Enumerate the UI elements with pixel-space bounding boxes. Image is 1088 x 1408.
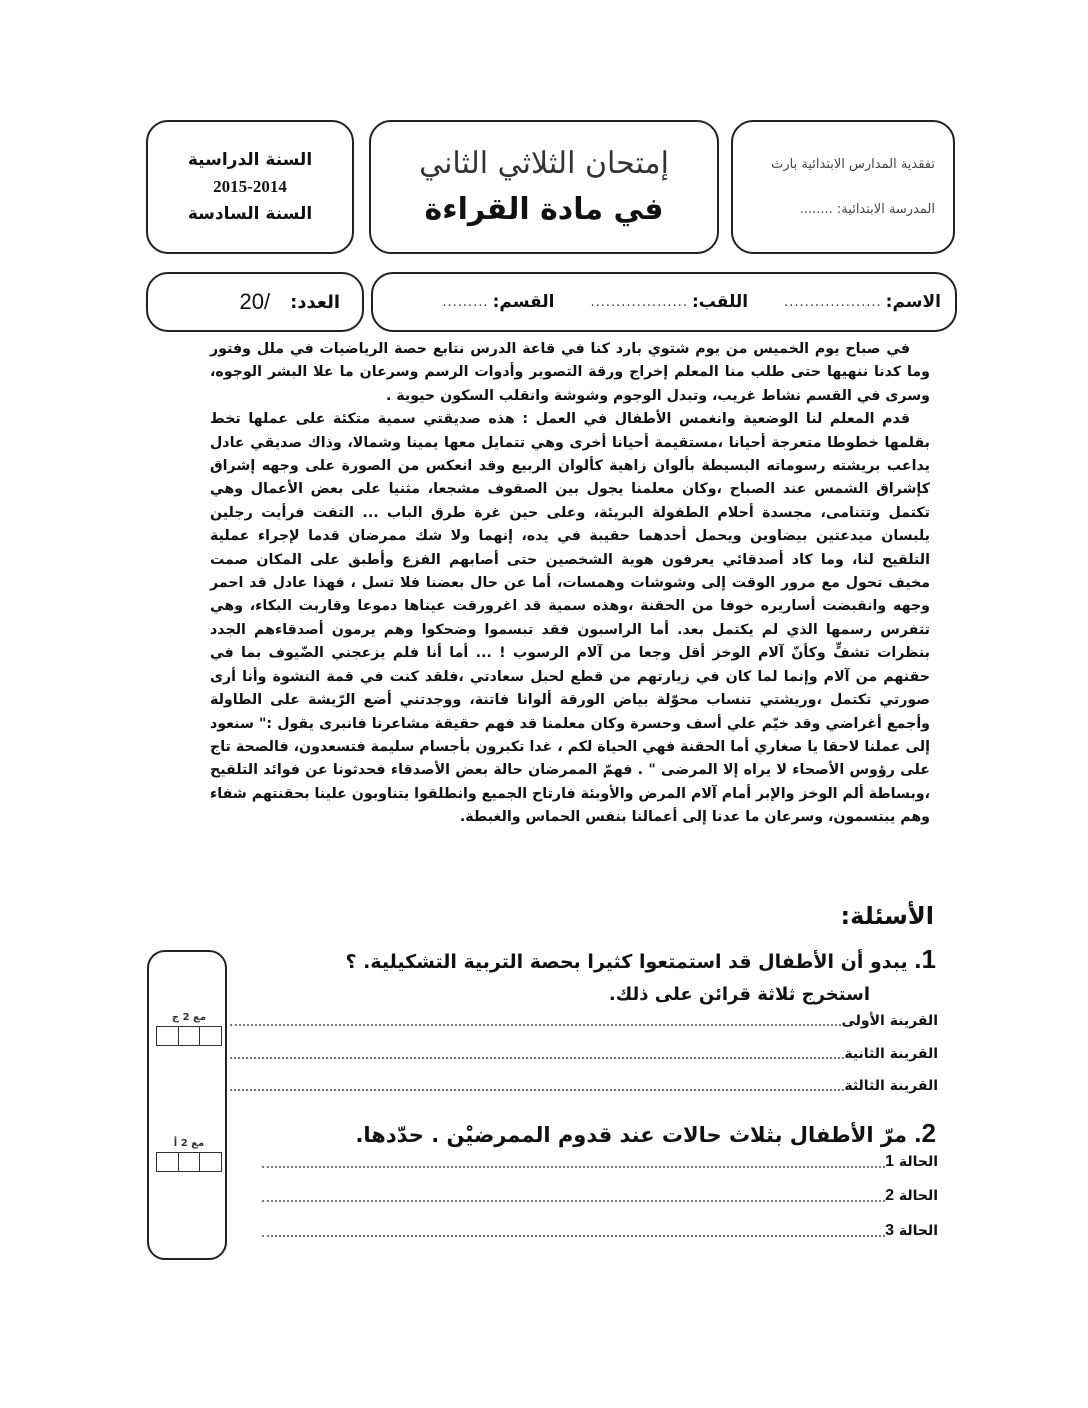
case-label: الحالة <box>898 1188 938 1204</box>
answer-label: القرينة الثالثة <box>844 1078 938 1094</box>
answer-row[interactable] <box>230 1077 938 1094</box>
criterion-label: مع 2 أ <box>173 1138 205 1149</box>
criterion-label: مع 2 ج <box>171 1012 207 1023</box>
score-cell[interactable] <box>199 1153 221 1171</box>
score-cell[interactable] <box>157 1027 178 1045</box>
exam-subject: في مادة القراءة <box>424 192 664 227</box>
answer-line[interactable] <box>262 1188 885 1202</box>
answer-label <box>885 1153 938 1171</box>
score-cell[interactable] <box>157 1153 178 1171</box>
answer-row[interactable] <box>262 1153 938 1171</box>
school-info-box <box>731 120 955 254</box>
surname-value: ................... <box>590 294 688 310</box>
answer-label <box>885 1187 938 1205</box>
school-name-value: ........ <box>799 202 833 217</box>
school-year-box <box>146 120 354 254</box>
answer-label <box>885 1222 938 1240</box>
inspectorate: تفقدية المدارس الابتدائية بارث <box>771 157 935 172</box>
grade-label: العدد: <box>290 291 340 313</box>
question-2 <box>355 1118 936 1149</box>
grade-level: السنة السادسة <box>187 204 313 224</box>
grade-value[interactable]: 20/ <box>239 289 271 314</box>
question-text: يبدو أن الأطفال قد استمتعوا كثيرا بحصة التربية التشكيلية. ؟ <box>345 951 908 973</box>
answer-line[interactable] <box>230 1077 844 1091</box>
question-number: 1. <box>914 944 936 974</box>
class-field[interactable] <box>442 292 554 312</box>
surname-label: اللقب: <box>691 292 749 312</box>
student-info-box <box>371 272 957 332</box>
school-year-label: السنة الدراسية <box>187 150 313 170</box>
class-value: ......... <box>442 294 489 310</box>
school-name-field[interactable] <box>743 202 935 217</box>
answer-line[interactable] <box>230 1045 844 1059</box>
question-1 <box>345 944 936 975</box>
name-label: الاسم: <box>885 292 941 312</box>
case-number: 2 <box>885 1187 894 1204</box>
score-cell[interactable] <box>178 1153 200 1171</box>
reading-passage <box>210 338 930 830</box>
answer-label: القرينة الأولى <box>841 1013 938 1029</box>
case-label: الحالة <box>898 1223 938 1239</box>
question-text: مرّ الأطفال بثلاث حالات عند قدوم الممرضيْن . حدّدها. <box>355 1123 907 1147</box>
school-year-value: 2015-2014 <box>213 177 287 196</box>
school-name-label: المدرسة الابتدائية: <box>836 202 935 217</box>
criterion-2 <box>149 1138 229 1172</box>
answer-row[interactable] <box>230 1045 938 1062</box>
score-cell[interactable] <box>178 1027 200 1045</box>
answer-row[interactable] <box>262 1222 938 1240</box>
question-number: 2. <box>914 1118 936 1148</box>
criterion-score-grid <box>156 1152 222 1172</box>
score-margin-box <box>147 950 227 1260</box>
case-number: 1 <box>885 1153 894 1170</box>
surname-field[interactable] <box>590 292 748 312</box>
class-label: القسم: <box>492 292 555 312</box>
answer-row[interactable] <box>262 1187 938 1205</box>
exam-title-box <box>369 120 719 254</box>
answer-line[interactable] <box>230 1012 841 1026</box>
passage-paragraph: في صباح يوم الخميس من يوم شتوي بارد كنا في قاعة الدرس نتابع حصة الرياضيات في ملل وفتور وما كدنا ننهيها حتى طلب منا المعلم إخراج ورقة التصوير وأدوات الرسم وسرعان ما علا البشر الوجوه، وسرى في القسم نشاط غريب، وتبدل الوجوم وشوشة وانقلب السكون حيوية . <box>210 341 930 404</box>
criterion-1 <box>149 1012 229 1046</box>
case-number: 3 <box>885 1222 894 1239</box>
exam-title: إمتحان الثلاثي الثاني <box>419 146 669 181</box>
score-cell[interactable] <box>199 1027 221 1045</box>
name-value: ................... <box>784 294 882 310</box>
answer-line[interactable] <box>262 1154 885 1168</box>
grade-box <box>146 272 364 332</box>
answer-label: القرينة الثانية <box>844 1046 938 1062</box>
question-1-instruction: استخرج ثلاثة قرائن على ذلك. <box>608 984 870 1005</box>
answer-row[interactable] <box>230 1012 938 1029</box>
answer-line[interactable] <box>262 1223 885 1237</box>
name-field[interactable] <box>784 292 941 312</box>
questions-heading: الأسئلة: <box>840 902 934 930</box>
criterion-score-grid <box>156 1026 222 1046</box>
passage-paragraph: قدم المعلم لنا الوضعية وانغمس الأطفال في العمل : هذه صديقتي سمية متكئة على عملها تخط بقلمها خطوطا متعرجة أحيانا ،مستقيمة أحيانا أخرى وهي تتمايل معها يمينا وشمالا، وذاك صديقي عادل يداعب بريشته رسوماته البسيطة بألوان زاهية كألوان الربيع وقد انعكس من الصورة على وجهه إشراق كإشراق الشمس عند الصباح ،وكان معلمنا يجول بين الصفوف مشجعا، مثنيا على بعض الأعمال وهي تكتمل وتتنامى، مجسدة أحلام الطفولة البريئة، وعلى حين غرة طرق الباب ... التفت فرأيت رجلين يلبسان ميدعتين بيضاوين ويحمل أحدهما حقيبة في يده، إنهما ولا شك ممرضان قدما لإجراء عملية التلقيح لنا، وما كاد أصدقائي يعرفون هوية الشخصين حتى أصابهم الفزع وأطبق على المكان صمت مخيف تحول مع مرور الوقت إلى وشوشات وهمسات، أما عن حال بعضنا فلا تسل ، فهذا عادل قد احمر وجهه وانقبضت أساريره خوفا من الحقنة ،وهذه سمية قد اغرورقت عيناها دموعا وقاربت البكاء، وهي تتفرس رسمها الذي لم يكتمل بعد. أما الراسبون فقد تبسموا وضحكوا وهم يرمون أصدقاءهم الجدد بنظرات تشفٍّ وكأنّ آلام الوخز أقل وجعا من آلام الرسوب ! ... أما أنا فلم يزعجني الضّيوف بما في حقنهم من آلام وإنما لما كان في زيارتهم من قطع لحبل سعادتي ،فلقد كنت في قمة النشوة وأنا أرى صورتي تكتمل ،وريشتي تنساب محوّلة بياض الورقة ألوانا فاتنة، ووجدتني أضع الرّيشة على الطاولة وأجمع أغراضي وقد خيّم علي أسف وحسرة وكان معلمنا قد فهم حقيقة مشاعرنا فانبرى يقول :" سنعود إلى عملنا لاحقا يا صغاري أما الحقنة فهي الحياة لكم ، غدا تكبرون بأجسام سليمة فتسعدون، فالصحة تاج على رؤوس الأصحاء لا يراه إلا المرضى " . فهمّ الممرضان حالة بعض الأصدقاء فحدثونا عن فوائد التلقيح ،وبساطة ألم الوخز والإبر أمام آلام المرض والأوبئة فارتاح الجميع وانطلقوا يتناوبون علينا بحقنتهم شفاء وهم يبتسمون، وسرعان ما عدنا إلى أعمالنا بنفس الحماس والغبطة. <box>210 411 930 826</box>
case-label: الحالة <box>898 1154 938 1170</box>
